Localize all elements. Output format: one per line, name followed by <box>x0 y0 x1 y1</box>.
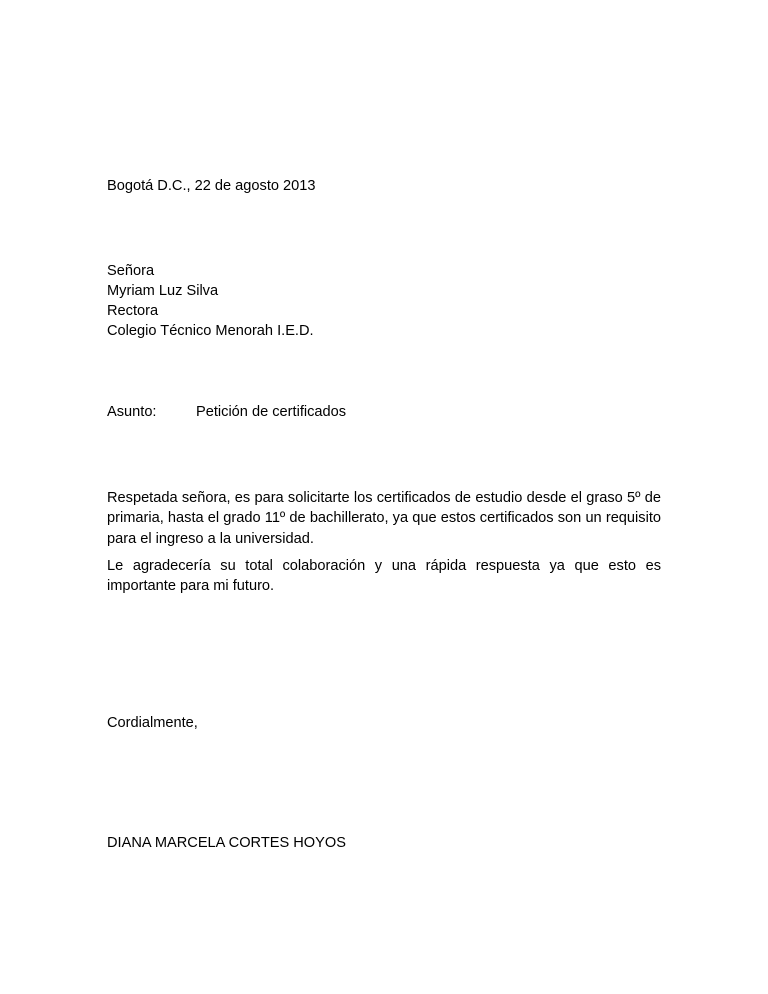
recipient-position: Rectora <box>107 303 159 319</box>
subject-label: Asunto: <box>107 404 157 420</box>
recipient-block <box>107 261 314 341</box>
recipient-name: Myriam Luz Silva <box>107 283 219 299</box>
subject-text: Petición de certificados <box>196 404 347 420</box>
recipient-title: Señora <box>107 263 155 279</box>
closing: Cordialmente, <box>107 715 198 731</box>
subject-line <box>107 402 346 422</box>
body-paragraph-2: Le agradecería su total colaboración y una rápida respuesta ya que esto es importante para mi futuro. <box>107 558 661 595</box>
signature-name: DIANA MARCELA CORTES HOYOS <box>107 835 346 851</box>
letter-date: Bogotá D.C., 22 de agosto 2013 <box>107 178 316 194</box>
recipient-institution: Colegio Técnico Menorah I.E.D. <box>107 323 314 339</box>
body-paragraph-1: Respetada señora, es para solicitarte los certificados de estudio desde el graso 5º de primaria, hasta el grado 11º de bachillerato, ya que estos certificados son un requisito para el ingreso a la universidad. <box>107 490 661 547</box>
